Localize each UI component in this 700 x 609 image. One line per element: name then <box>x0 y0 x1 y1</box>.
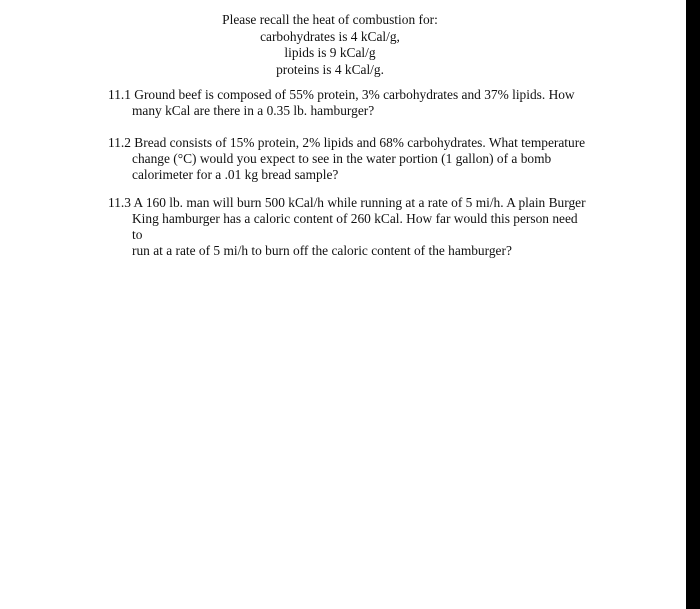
intro-proteins: proteins is 4 kCal/g. <box>276 61 384 77</box>
question-text-line: Ground beef is composed of 55% protein, 3% carbohydrates and 37% lipids. How <box>134 87 575 102</box>
question-text-line: many kCal are there in a 0.35 lb. hamburger? <box>132 103 375 118</box>
intro-heading: Please recall the heat of combustion for: <box>222 12 438 27</box>
intro-carbohydrates: carbohydrates is 4 kCal/g, <box>260 28 400 44</box>
question-11-3 <box>108 195 588 259</box>
question-11-1 <box>108 87 588 119</box>
question-text-line: King hamburger has a caloric content of 260 kCal. How far would this person need to <box>132 211 578 242</box>
question-number: 11.3 <box>108 195 131 210</box>
screen-edge-strip <box>686 0 700 609</box>
intro-block <box>0 12 660 78</box>
question-text-line: change (°C) would you expect to see in the water portion (1 gallon) of a bomb <box>132 151 552 166</box>
question-text-line: A 160 lb. man will burn 500 kCal/h while running at a rate of 5 mi/h. A plain Burger <box>133 195 586 210</box>
intro-lipids: lipids is 9 kCal/g <box>284 45 376 60</box>
question-text-line: calorimeter for a .01 kg bread sample? <box>132 167 339 182</box>
question-number: 11.1 <box>108 87 131 102</box>
question-11-2 <box>108 135 588 183</box>
question-text-line: run at a rate of 5 mi/h to burn off the caloric content of the hamburger? <box>132 243 512 258</box>
question-number: 11.2 <box>108 135 131 150</box>
question-text-line: Bread consists of 15% protein, 2% lipids and 68% carbohydrates. What temperature <box>134 135 586 150</box>
